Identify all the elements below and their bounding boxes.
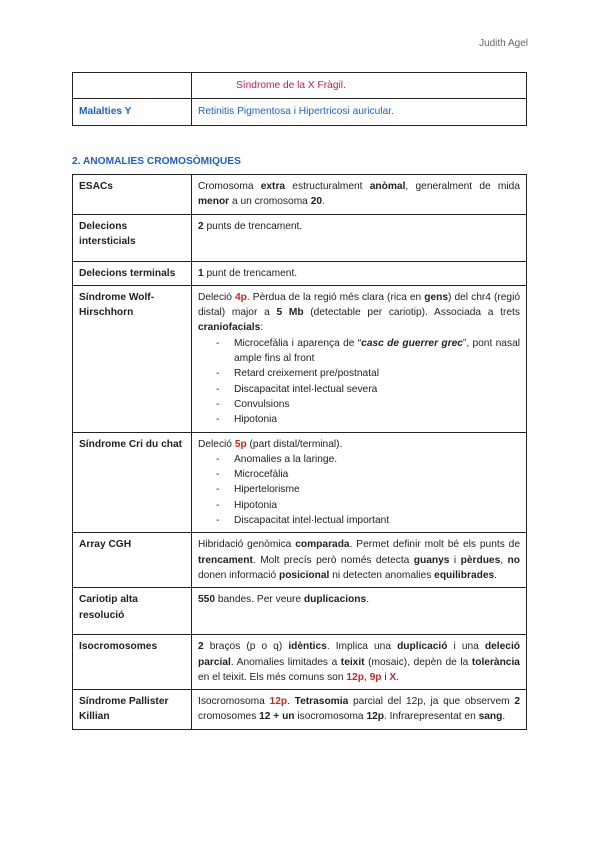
bold-text: 5 Mb [276, 307, 304, 319]
row-label: Delecions intersticials [73, 214, 192, 261]
bold-text: 2 [198, 220, 204, 232]
highlight-text: 12p [269, 696, 288, 708]
text: . Molt precís però només detecta [252, 554, 414, 566]
text: . [502, 711, 506, 723]
bold-text: comparada [295, 539, 350, 551]
list-item [212, 336, 520, 367]
list-item: - Hipotonia [212, 498, 520, 513]
text: estructuralment [285, 181, 370, 192]
text: Microcefàlia i aparença de “ [234, 337, 362, 349]
text: cromosomes [198, 711, 260, 723]
list-item: - Retard creixement pre/postnatal [212, 366, 520, 381]
bold-text: tolerància [471, 656, 520, 668]
bold-text: 12 + un [259, 711, 295, 723]
bold-text: 20 [310, 196, 323, 208]
paragraph [198, 290, 520, 336]
table-row [73, 214, 527, 261]
table-row [73, 285, 527, 432]
text: (mosaic), depèn de la [364, 656, 472, 668]
text: isocromosoma [294, 711, 367, 723]
text: bandes. Per veure [215, 594, 304, 606]
row-label: Delecions terminals [73, 261, 192, 285]
row-value [192, 261, 527, 285]
text: (detectable per cariotip). Associada a trets [303, 307, 520, 319]
table-row [73, 432, 527, 533]
text: (part distal/terminal). [246, 438, 343, 450]
row-value [192, 285, 527, 432]
bold-text: 1 [198, 267, 204, 279]
row-label: Cariotip alta resolució [73, 588, 192, 635]
text: punt de trencament. [203, 267, 298, 279]
text: . Permet definir molt bé els punts de [349, 539, 520, 551]
text: . [396, 671, 400, 683]
text: Hibridació genòmica [198, 539, 296, 551]
bold-text: 2 [198, 641, 204, 653]
chromosomal-anomalies-table [72, 174, 527, 730]
row-value [192, 635, 527, 690]
symptom-list [198, 452, 520, 528]
bold-text: guanys [413, 554, 450, 566]
row-value [192, 690, 527, 730]
bold-text: extra [260, 181, 286, 192]
bold-text: 2 [514, 696, 520, 708]
row-label-malalties-y: Malalties Y [73, 99, 192, 125]
text: . [494, 569, 498, 581]
bold-text: 12p [366, 711, 384, 723]
text: ) del chr4 (regió distal) major a [198, 291, 520, 319]
row-label [73, 73, 192, 99]
bold-text: duplicació [397, 641, 448, 653]
text: Deleció [198, 291, 236, 303]
bold-text: gens [424, 291, 449, 303]
bold-text: no [507, 554, 520, 566]
text: . [322, 196, 325, 208]
fragile-x-text: Síndrome de la X Fràgil. [236, 80, 346, 91]
text: Deleció [198, 438, 235, 450]
row-value [192, 432, 527, 533]
highlight-text: 9p [369, 671, 382, 683]
row-value [192, 214, 527, 261]
text: . Infrarepresentat en [384, 711, 479, 723]
text: i [449, 554, 461, 566]
bold-text: sang [478, 711, 503, 723]
text: . [366, 594, 370, 606]
table-row [73, 99, 527, 125]
row-value [192, 588, 527, 635]
text: ”, pont nasal ample fins al front [234, 337, 520, 365]
bold-text: posicional [278, 569, 330, 581]
table-row [73, 73, 527, 99]
bold-text: duplicacions [303, 594, 367, 606]
text: punts de trencament. [203, 220, 303, 232]
text: , generalment de mida [405, 181, 520, 192]
row-value [192, 175, 527, 215]
row-label: Array CGH [73, 533, 192, 588]
row-value [192, 533, 527, 588]
text: Isocromosoma [198, 696, 270, 708]
highlight-text: 5p [234, 438, 247, 450]
list-item: - Discapacitat intel·lectual severa [212, 382, 520, 397]
table-row [73, 635, 527, 690]
list-item: - Microcefàlia [212, 467, 520, 482]
text: a un cromosoma [229, 196, 311, 208]
highlight-text: 12p [346, 671, 364, 683]
bold-text: Tetrasomia [294, 696, 349, 708]
bold-italic-text: casc de guerrer grec [361, 337, 463, 349]
row-value [192, 73, 527, 99]
bold-text: trencament [198, 554, 253, 566]
list-item: - Hipotonia [212, 412, 520, 427]
text: . [287, 696, 295, 708]
text: parcial del 12p, ja que observem [348, 696, 515, 708]
bold-text: 550 [198, 594, 215, 606]
table-row [73, 690, 527, 730]
text: . Implica una [326, 641, 398, 653]
text: braços (p o q) [203, 641, 289, 653]
table-row [73, 175, 527, 215]
list-item: - Anomalies a la laringe. [212, 452, 520, 467]
table-row [73, 533, 527, 588]
bold-text: menor [198, 196, 230, 208]
list-item: - Convulsions [212, 397, 520, 412]
list-item: - Hipertelorisme [212, 482, 520, 497]
text: . Anomalies limitades a [230, 656, 341, 668]
row-label: Isocromosomes [73, 635, 192, 690]
row-value: Retinitis Pigmentosa i Hipertricosi auricular. [192, 99, 527, 125]
text: en el teixit. Els més comuns son [198, 671, 347, 683]
row-label: Síndrome Pallister Killian [73, 690, 192, 730]
bold-text: anòmal [369, 181, 406, 192]
author-name: Judith Agel [479, 38, 528, 49]
bold-text: teixit [340, 656, 365, 668]
highlight-text: 4p [235, 291, 247, 303]
section-title: 2. ANOMALIES CROMOSÒMIQUES [72, 156, 241, 167]
text: i una [447, 641, 485, 653]
text: , [363, 671, 370, 683]
row-label: ESACs [73, 175, 192, 215]
bold-text: idèntics [288, 641, 327, 653]
table-row [73, 261, 527, 285]
row-label: Síndrome Wolf-Hirschhorn [73, 285, 192, 432]
text: donen informació [198, 569, 279, 581]
bold-text: craniofacials [198, 322, 261, 334]
symptom-list [198, 336, 520, 428]
text: : [260, 322, 264, 334]
text: Cromosoma [198, 181, 261, 192]
bold-text: pèrdues [460, 554, 501, 566]
text: i [381, 671, 390, 683]
bold-text: deleció parcial [198, 641, 520, 668]
row-label: Síndrome Cri du chat [73, 432, 192, 533]
bold-text: equilibrades [434, 569, 495, 581]
table-row [73, 588, 527, 635]
text: , [500, 554, 508, 566]
list-item: - Discapacitat intel·lectual important [212, 513, 520, 528]
text: ni detecten anomalies [329, 569, 435, 581]
text: . Pèrdua de la regió més clara (rica en [246, 291, 425, 303]
paragraph [198, 437, 520, 452]
hereditary-diseases-table [72, 72, 527, 126]
highlight-text: X [389, 671, 397, 683]
